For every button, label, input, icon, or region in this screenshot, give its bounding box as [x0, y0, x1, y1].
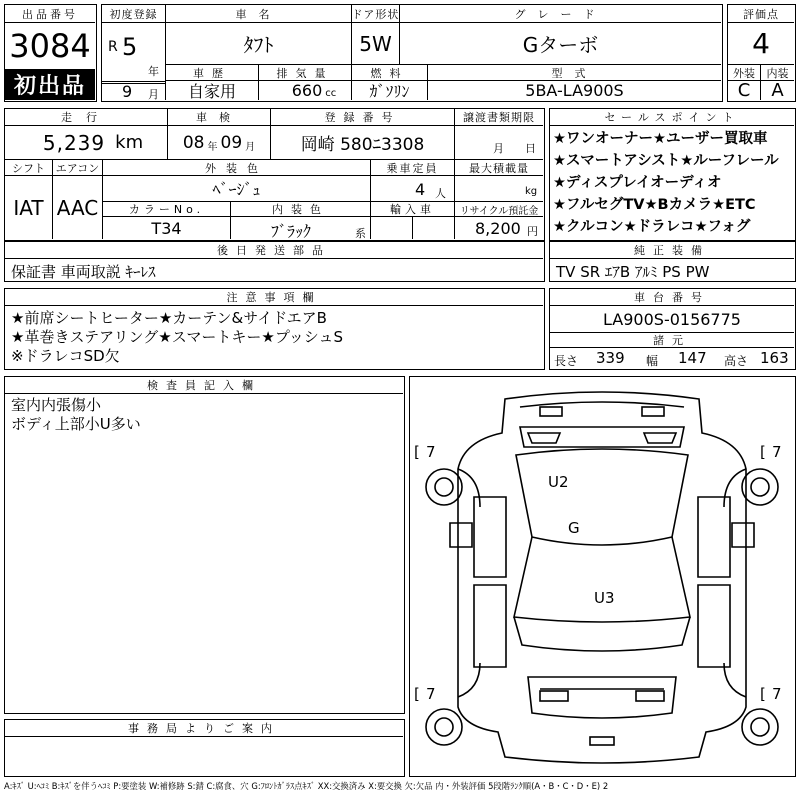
door-label: ドア形状: [352, 5, 400, 23]
mileage-cell: [5, 126, 168, 160]
genuine-label: 純正装備: [550, 242, 794, 259]
score-box: [727, 4, 796, 102]
grade-value: Gターボ: [400, 23, 721, 65]
car-name: ﾀﾌﾄ: [166, 23, 352, 65]
notes-line: ※ドラレコSD欠: [11, 347, 120, 365]
mileage-value: 5,239: [42, 130, 106, 155]
car-diagram-box: [409, 376, 796, 777]
dims-label: 諸元: [550, 333, 794, 348]
recycle-unit: 円: [527, 225, 538, 238]
recycle-value: 8,200: [475, 219, 521, 238]
color-no-label: カラーNo.: [103, 202, 231, 217]
ac-label: エアコン: [53, 160, 103, 176]
inspector-list: [11, 396, 141, 434]
first-listing-badge: [5, 69, 95, 100]
tyre-rl-value: 7: [426, 685, 436, 703]
width-value: 147: [678, 349, 707, 367]
load-unit: kg: [525, 186, 538, 197]
door-value: 5W: [352, 23, 400, 65]
first-listing-text: 初出品: [13, 74, 86, 99]
load-label: 最大積載量: [455, 160, 543, 176]
notes-line: ★前席シートヒーター★カーテン&サイドエアB: [11, 309, 327, 327]
displacement-unit: cc: [325, 87, 337, 99]
sales-point-line: ★クルコン★ドラレコ★フォグ: [553, 219, 751, 235]
color-no-value: T34: [103, 217, 231, 239]
era-text: R: [108, 39, 118, 55]
import-cell-2: [413, 217, 455, 239]
damage-mark-u3: U3: [594, 589, 615, 607]
chassis-label: 車台番号: [550, 289, 794, 306]
capacity-cell: [371, 176, 455, 202]
displacement-value: 660: [291, 81, 323, 100]
first-reg-cell: [102, 23, 166, 83]
lot-label: 出品番号: [5, 5, 95, 23]
interior-label: 内装: [761, 65, 794, 81]
model-value: 5BA-LA900S: [525, 81, 624, 100]
dims-row: [550, 348, 794, 368]
inspector-label: 検査員記入欄: [5, 377, 403, 394]
recycle-cell: [455, 217, 543, 239]
lot-number: 3084: [9, 27, 91, 65]
lot-box: [4, 4, 97, 102]
load-cell: [455, 176, 543, 202]
sales-points-list: [553, 128, 793, 238]
inspection-cell: [168, 126, 271, 160]
notes-list: [11, 309, 343, 366]
grade-label: グレード: [400, 5, 721, 23]
insp-month-unit: 月: [245, 142, 256, 153]
score-label: 評価点: [728, 5, 794, 23]
inspector-line: 室内内張傷小: [11, 396, 102, 414]
inspector-line: ボディ上部小U多い: [11, 415, 141, 433]
tyre-fl-value: 7: [426, 443, 436, 461]
length-value: 339: [596, 349, 625, 367]
vehicle-info-box: [101, 4, 723, 102]
capacity-value: 4: [415, 180, 426, 199]
first-reg-label: 初度登録: [102, 5, 166, 23]
exterior-grade: C: [728, 81, 761, 100]
year-text: 5: [122, 33, 138, 61]
month-area: [102, 81, 166, 100]
sales-points-box: [549, 108, 796, 241]
later-parts-value: 保証書 車両取説 ｷｰﾚｽ: [11, 263, 156, 281]
office-label: 事務局よりご案内: [5, 720, 403, 737]
history-label: 車歴: [166, 65, 259, 81]
ac-value: AAC: [53, 176, 103, 239]
notes-line: ★革巻きステアリング★スマートキー★プッシュS: [11, 328, 344, 346]
interior-grade: A: [771, 80, 784, 101]
shift-value: IAT: [5, 176, 53, 239]
mileage-label: 走行: [5, 109, 168, 126]
import-cell: [371, 217, 413, 239]
transfer-label: 譲渡書類期限: [455, 109, 543, 126]
notes-label: 注意事項欄: [5, 289, 543, 306]
ext-color-label: 外装色: [103, 160, 371, 176]
transfer-day-unit: 日: [525, 142, 536, 155]
tyre-fr-value: 7: [772, 443, 782, 461]
damage-mark-u2: U2: [548, 473, 569, 491]
history-value: 自家用: [166, 81, 259, 100]
chassis-box: [549, 288, 796, 370]
recycle-label: リサイクル預託金: [455, 202, 543, 217]
legend: A:ｷｽﾞ U:ﾍｺﾐ B:ｷｽﾞを伴うﾍｺﾐ P:要塗装 W:補修跡 S:錆 C:腐食、穴 G:ﾌﾛﾝﾄｶﾞﾗｽ点ｷｽﾞ XX:交換済み X:要交換 欠:欠品 内・外装評価 5段階ﾗﾝｸ順(A・B・C・D・E) 2: [4, 781, 609, 791]
width-label: 幅: [646, 354, 659, 368]
sales-point-line: ★スマートアシスト★ルーフレール: [553, 153, 779, 169]
height-label: 高さ: [724, 354, 749, 368]
office-box: [4, 719, 405, 777]
tyre-rr-value: 7: [772, 685, 782, 703]
exterior-label: 外装: [728, 65, 761, 81]
inspection-label: 車検: [168, 109, 271, 126]
details-box: [4, 108, 545, 241]
later-parts-label: 後日発送部品: [5, 242, 543, 259]
sales-point-line: ★フルセグTV★Bカメラ★ETC: [553, 197, 756, 213]
notes-box: [4, 288, 545, 370]
tyre-rr-bracket: [: [760, 685, 766, 703]
year-unit: 年: [148, 65, 159, 78]
transfer-month-unit: 月: [493, 142, 504, 155]
later-parts-box: [4, 241, 545, 282]
mileage-unit: km: [115, 132, 144, 153]
int-color-cell: [231, 217, 371, 239]
shift-label: シフト: [5, 160, 53, 176]
sales-point-line: ★ワンオーナー★ユーザー買取車: [553, 131, 768, 147]
inspector-box: [4, 376, 405, 714]
genuine-box: [549, 241, 796, 282]
fuel-value: ｶﾞｿﾘﾝ: [352, 81, 428, 100]
tyre-fl-bracket: [: [414, 443, 420, 461]
int-color-label: 内装色: [231, 202, 371, 217]
int-color-value: ﾌﾞﾗｯｸ: [271, 222, 312, 241]
plate-label: 登録番号: [271, 109, 455, 126]
insp-year-unit: 年: [207, 142, 218, 153]
sales-points-label: セールスポイント: [550, 109, 794, 126]
displacement-label: 排気量: [259, 65, 352, 81]
model-label: 型式: [428, 65, 721, 81]
month-text: 9: [122, 82, 133, 101]
chassis-value: LA900S-0156775: [550, 306, 794, 333]
car-name-label: 車名: [166, 5, 352, 23]
import-label: 輸入車: [371, 202, 455, 217]
plate-value: 岡崎 580ﾆ3308: [271, 126, 455, 160]
tyre-fr-bracket: [: [760, 443, 766, 461]
genuine-value: TV SR ｴｱB ｱﾙﾐ PS PW: [556, 263, 710, 281]
capacity-unit: 人: [435, 187, 446, 200]
tyre-rl-bracket: [: [414, 685, 420, 703]
car-diagram: [410, 377, 794, 775]
transfer-cell: [455, 126, 543, 160]
score-value: 4: [728, 23, 794, 65]
damage-mark-g: G: [568, 519, 580, 537]
month-unit: 月: [148, 88, 159, 101]
insp-month: 09: [220, 132, 243, 153]
capacity-label: 乗車定員: [371, 160, 455, 176]
int-color-unit: 系: [355, 227, 366, 240]
length-label: 長さ: [554, 354, 579, 368]
fuel-label: 燃料: [352, 65, 428, 81]
ext-color-value: ﾍﾞｰｼﾞｭ: [103, 176, 371, 202]
sales-point-line: ★ディスプレイオーディオ: [553, 175, 722, 191]
height-value: 163: [760, 349, 789, 367]
insp-year: 08: [182, 132, 205, 153]
displacement-cell: [259, 81, 352, 100]
